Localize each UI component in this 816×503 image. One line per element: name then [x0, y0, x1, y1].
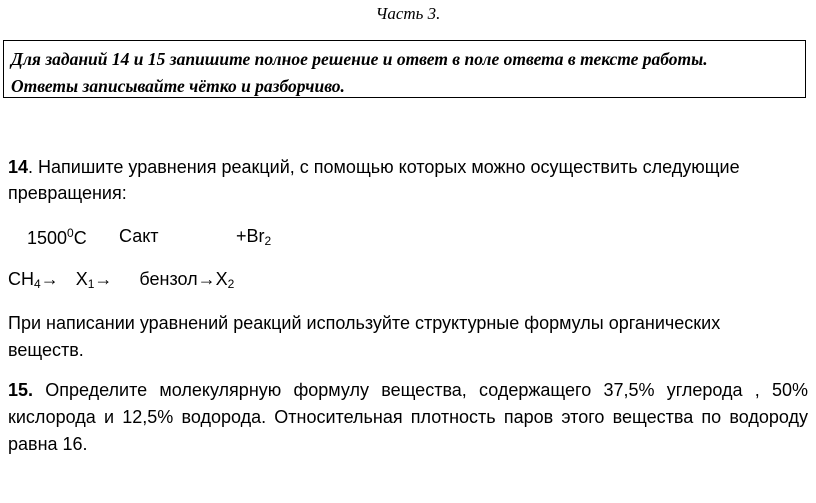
task14-text-2: превращения:: [8, 183, 127, 203]
chain-arrow-1: →: [40, 269, 59, 289]
task15-line-1: [8, 380, 808, 401]
chain-benzene: бензол: [139, 269, 198, 289]
condition-temperature-value: 1500: [27, 228, 68, 248]
condition-temperature-degree: 0: [67, 226, 74, 240]
chain-ch4: [8, 269, 41, 289]
task14-note-2: веществ.: [8, 340, 84, 360]
condition-bromine: [236, 226, 271, 248]
condition-catalyst: Сакт: [119, 226, 159, 246]
task15-text-1: Определите молекулярную формулу вещества, содержащего 37,5% углерода , 50%: [45, 380, 808, 400]
task15-line-3: равна 16.: [8, 434, 88, 454]
chain-ch4-sub: 4: [34, 277, 41, 291]
chain-x2-sub: 2: [227, 277, 235, 291]
task14-text-1: . Напишите уравнения реакций, с помощью которых можно осуществить следующие: [28, 157, 740, 177]
task15-line-2: кислорода и 12,5% водорода. Относительная плотность паров этого вещества по водороду: [8, 407, 808, 427]
instructions-line-2: Ответы записывайте чётко и разборчиво.: [11, 76, 345, 96]
instructions-box: [3, 40, 806, 98]
chain-x1: [76, 269, 95, 289]
task14-number: 14: [8, 157, 29, 177]
chain-x1-sub: 1: [87, 277, 95, 291]
task14-note-1: При написании уравнений реакций используйте структурные формулы органических: [8, 313, 721, 333]
condition-temperature-unit: С: [73, 228, 87, 248]
chain-ch4-base: CH: [8, 269, 34, 289]
condition-bromine-sub: 2: [264, 234, 272, 248]
chain-arrow-3: →: [197, 269, 216, 289]
chain-x1-base: X: [75, 269, 88, 289]
chain-x2-base: X: [215, 269, 228, 289]
condition-bromine-base: +Br: [236, 226, 265, 246]
condition-temperature: [27, 226, 87, 249]
transformation-chain: [8, 269, 234, 291]
chain-x2: [216, 269, 235, 289]
task14-line-1: [8, 157, 740, 178]
task15-number: 15.: [8, 380, 34, 400]
chain-arrow-2: →: [94, 269, 113, 289]
instructions-line-1: Для заданий 14 и 15 запишите полное решение и ответ в поле ответа в тексте работы.: [11, 49, 708, 69]
part-title: Часть 3.: [375, 4, 441, 23]
